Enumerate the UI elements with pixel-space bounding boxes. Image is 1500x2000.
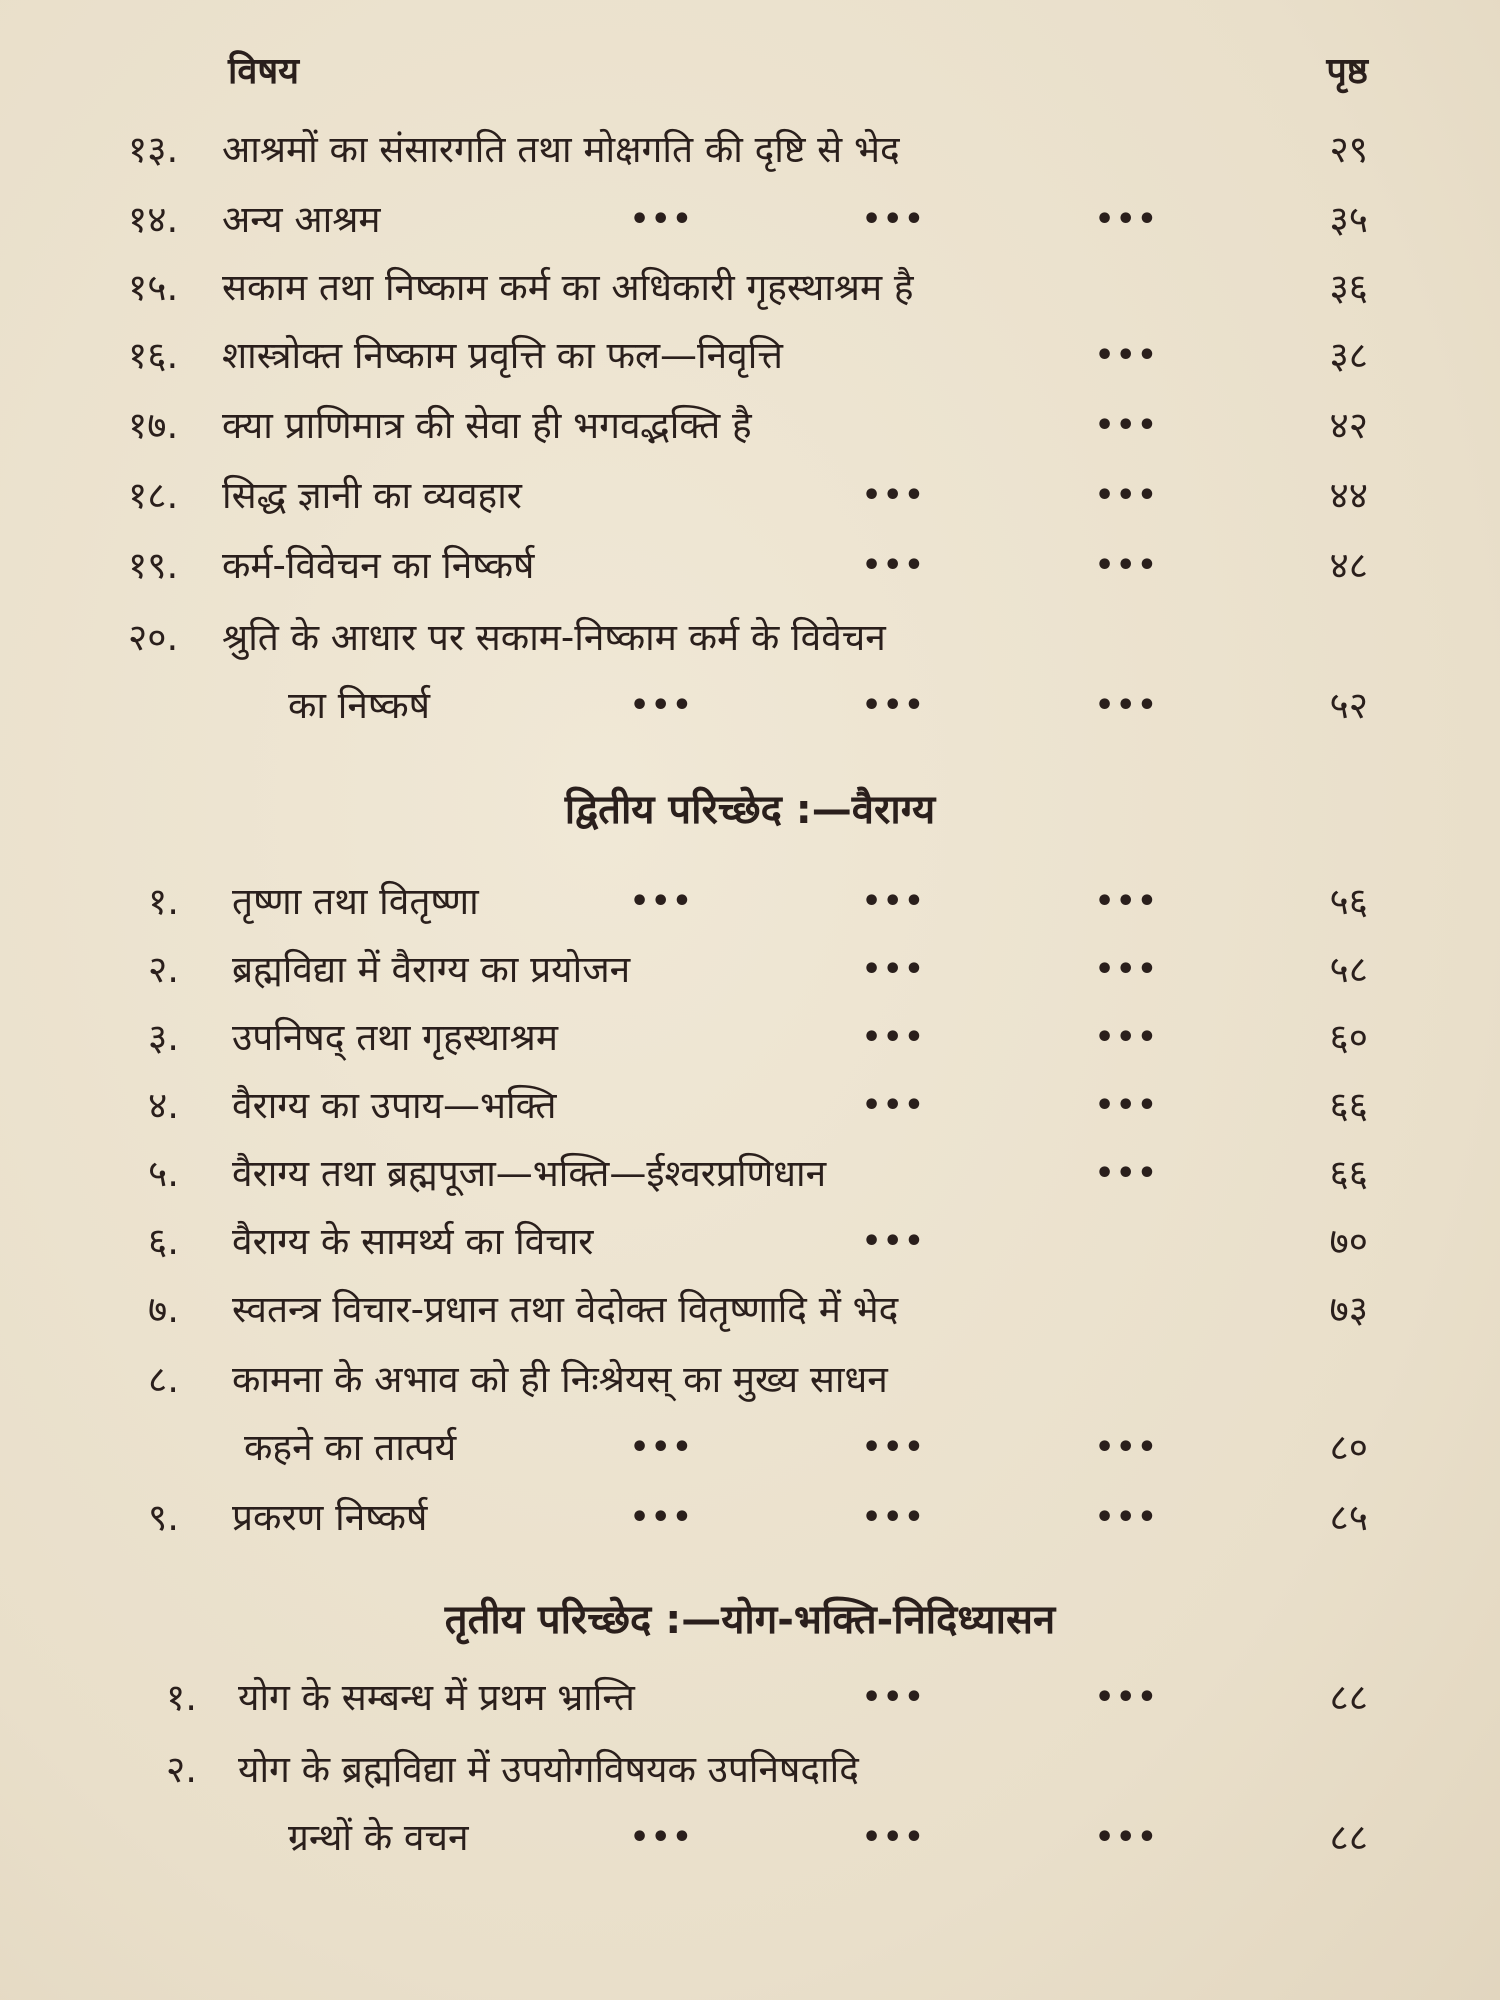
toc-entry-continuation [0,1808,1500,1868]
entry-number: ५. [148,1152,180,1195]
entry-number: २०. [128,616,179,659]
toc-entry [0,1076,1500,1136]
entry-page-number: ४२ [1329,404,1368,447]
entry-title: सकाम तथा निष्काम कर्म का अधिकारी गृहस्थाश्रम है [222,266,914,309]
entry-page-number: ६० [1329,1016,1368,1059]
entry-number: १७. [128,404,179,447]
leader-dots: ••• [862,1088,926,1123]
entry-page-number: ४४ [1329,474,1368,517]
leader-dots: ••• [862,1500,926,1535]
leader-dots: ••• [862,688,926,723]
entry-number: ३. [148,1016,180,1059]
entry-title: शास्त्रोक्त निष्काम प्रवृत्ति का फल—निवृत्ति [222,334,783,377]
entry-title: वैराग्य तथा ब्रह्मपूजा—भक्ति—ईश्वरप्रणिधान [232,1152,827,1195]
toc-entry [0,120,1500,180]
toc-entry [0,872,1500,932]
subject-column-header: विषय [228,51,300,92]
entry-page-number: ५६ [1329,880,1368,923]
leader-dots: ••• [630,884,694,919]
leader-dots: ••• [630,1820,694,1855]
entry-title: योग के सम्बन्ध में प्रथम भ्रान्ति [238,1676,635,1719]
leader-dots: ••• [630,688,694,723]
entry-title: वैराग्य का उपाय—भक्ति [232,1084,557,1127]
entry-title: सिद्ध ज्ञानी का व्यवहार [222,474,522,517]
entry-title: कर्म-विवेचन का निष्कर्ष [222,544,535,587]
leader-dots: ••• [1095,202,1159,237]
toc-entry [0,466,1500,526]
entry-number: १८. [128,474,179,517]
leader-dots: ••• [1095,1500,1159,1535]
entry-title: प्रकरण निष्कर्ष [232,1496,428,1539]
leader-dots: ••• [862,1430,926,1465]
entry-number: ६. [148,1220,180,1263]
leader-dots: ••• [1095,478,1159,513]
section-heading: द्वितीय परिच्छेद :—वैराग्य [564,787,936,833]
leader-dots: ••• [630,202,694,237]
section-heading: तृतीय परिच्छेद :—योग-भक्ति-निदिध्यासन [444,1597,1056,1643]
toc-entry-continuation [0,1418,1500,1478]
entry-number: १. [148,880,180,923]
leader-dots: ••• [862,1680,926,1715]
entry-title-continuation: का निष्कर्ष [288,684,431,727]
toc-entry [0,1668,1500,1728]
entry-title: क्या प्राणिमात्र की सेवा ही भगवद्भक्ति है [222,404,752,447]
entry-page-number: ३६ [1329,266,1368,309]
entry-page-number: ८८ [1329,1816,1368,1859]
entry-number: १. [166,1676,198,1719]
entry-page-number: ८८ [1329,1676,1368,1719]
entry-page-number: ३५ [1329,198,1368,241]
leader-dots: ••• [862,1020,926,1055]
toc-entry [0,1008,1500,1068]
entry-number: १६. [128,334,179,377]
leader-dots: ••• [1095,1156,1159,1191]
leader-dots: ••• [1095,1820,1159,1855]
entry-number: १४. [128,198,179,241]
entry-title: आश्रमों का संसारगति तथा मोक्षगति की दृष्टि से भेद [222,128,900,171]
leader-dots: ••• [862,1224,926,1259]
entry-page-number: ७३ [1329,1288,1368,1331]
leader-dots: ••• [630,1500,694,1535]
entry-title-continuation: कहने का तात्पर्य [244,1426,457,1469]
entry-title: कामना के अभाव को ही निःश्रेयस् का मुख्य साधन [232,1358,888,1401]
entry-page-number: ६६ [1329,1152,1368,1195]
leader-dots: ••• [862,1820,926,1855]
toc-entry [0,940,1500,1000]
entry-number: ४. [148,1084,180,1127]
toc-entry [0,1144,1500,1204]
toc-entry [0,1212,1500,1272]
entry-page-number: ४८ [1329,544,1368,587]
toc-entry [0,258,1500,318]
entry-number: २. [166,1748,198,1791]
entry-number: १५. [128,266,179,309]
leader-dots: ••• [1095,688,1159,723]
leader-dots: ••• [1095,408,1159,443]
leader-dots: ••• [1095,884,1159,919]
toc-entry-continuation [0,676,1500,736]
leader-dots: ••• [1095,1680,1159,1715]
entry-title: ब्रह्मविद्या में वैराग्य का प्रयोजन [232,948,631,991]
entry-number: ८. [148,1358,180,1401]
leader-dots: ••• [630,1430,694,1465]
entry-page-number: ८५ [1329,1496,1368,1539]
toc-entry [0,190,1500,250]
entry-title: स्वतन्त्र विचार-प्रधान तथा वेदोक्त वितृष्णादि में भेद [232,1288,899,1331]
leader-dots: ••• [1095,952,1159,987]
entry-page-number: ७० [1329,1220,1368,1263]
entry-number: १३. [128,128,179,171]
entry-title: उपनिषद् तथा गृहस्थाश्रम [232,1016,558,1059]
entry-page-number: ५२ [1329,684,1368,727]
entry-title: तृष्णा तथा वितृष्णा [232,880,479,923]
entry-title: श्रुति के आधार पर सकाम-निष्काम कर्म के विवेचन [222,616,886,659]
toc-entry [0,326,1500,386]
leader-dots: ••• [1095,548,1159,583]
toc-entry [0,396,1500,456]
toc-entry [0,1350,1500,1410]
leader-dots: ••• [1095,338,1159,373]
entry-title-continuation: ग्रन्थों के वचन [288,1816,469,1859]
entry-number: १९. [128,544,179,587]
leader-dots: ••• [862,884,926,919]
entry-title: अन्य आश्रम [222,198,381,241]
entry-number: ७. [148,1288,180,1331]
entry-page-number: ३८ [1329,334,1368,377]
entry-page-number: २९ [1329,128,1368,171]
leader-dots: ••• [862,952,926,987]
leader-dots: ••• [1095,1020,1159,1055]
toc-entry [0,536,1500,596]
toc-entry [0,1740,1500,1800]
toc-entry [0,1488,1500,1548]
leader-dots: ••• [1095,1088,1159,1123]
toc-entry [0,1280,1500,1340]
entry-title: योग के ब्रह्मविद्या में उपयोगविषयक उपनिषदादि [238,1748,859,1791]
leader-dots: ••• [862,202,926,237]
leader-dots: ••• [862,478,926,513]
entry-page-number: ६६ [1329,1084,1368,1127]
entry-number: ९. [148,1496,180,1539]
toc-entry [0,608,1500,668]
leader-dots: ••• [1095,1430,1159,1465]
entry-title: वैराग्य के सामर्थ्य का विचार [232,1220,594,1263]
entry-number: २. [148,948,180,991]
page-column-header: पृष्ठ [1326,51,1368,92]
leader-dots: ••• [862,548,926,583]
entry-page-number: ५८ [1329,948,1368,991]
entry-page-number: ८० [1329,1426,1368,1469]
